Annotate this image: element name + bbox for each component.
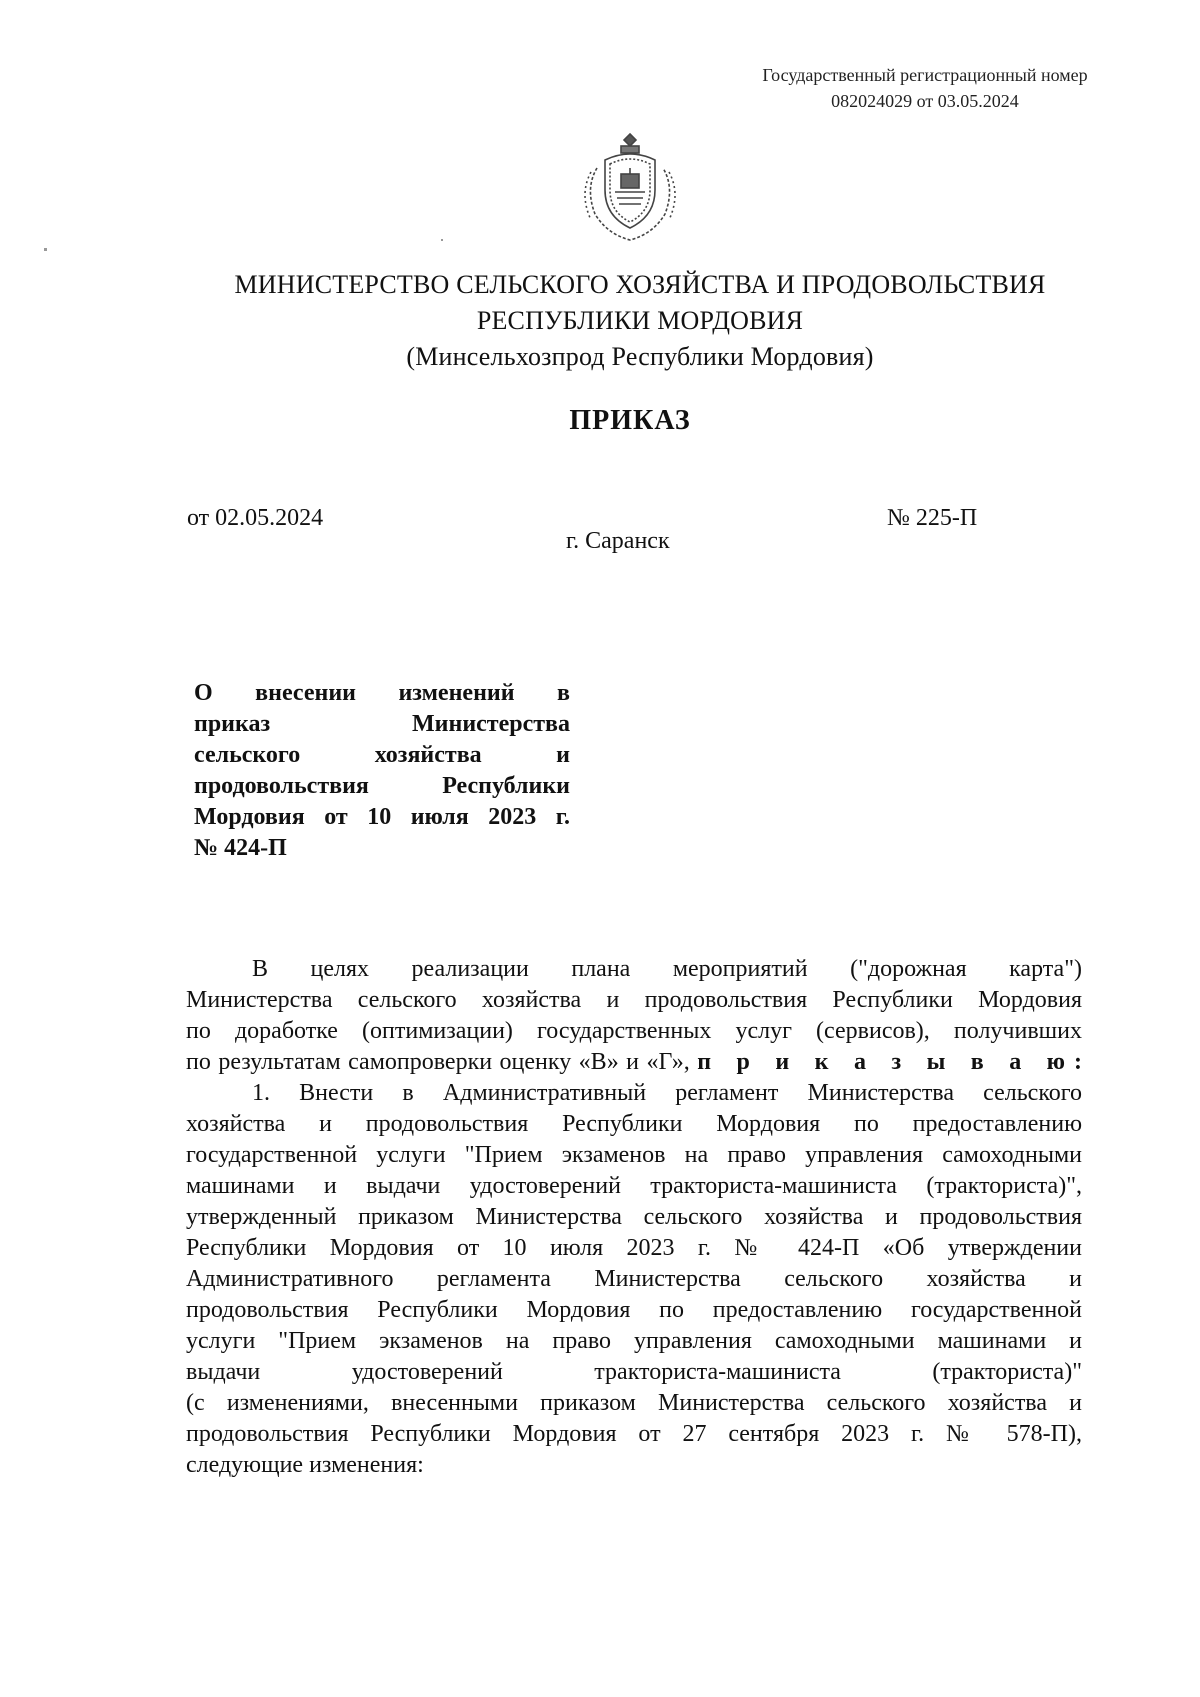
subject-line: продовольствия Республики bbox=[194, 773, 570, 799]
body-line: утвержденный приказом Министерства сельского хозяйства и продовольствия bbox=[186, 1204, 1082, 1230]
body-line: 1. Внести в Административный регламент Министерства сельского bbox=[252, 1080, 1082, 1106]
subject-line: сельского хозяйства и bbox=[194, 742, 570, 768]
body-line: продовольствия Республики Мордовия от 27 сентября 2023 г. № 578-П), bbox=[186, 1421, 1082, 1447]
decree-colon: : bbox=[1074, 1049, 1083, 1075]
decree-word: п р и к а з ы в а ю bbox=[697, 1049, 1075, 1075]
body-line: В целях реализации плана мероприятий ("дорожная карта") bbox=[252, 956, 1082, 982]
registration-number bbox=[700, 62, 1150, 114]
body-line: Административного регламента Министерства сельского хозяйства и bbox=[186, 1266, 1082, 1292]
order-city: г. Саранск bbox=[566, 528, 670, 554]
body-line: машинами и выдачи удостоверений тракториста-машиниста (тракториста)", bbox=[186, 1173, 1082, 1199]
ministry-short-name: (Минсельхозпрод Республики Мордовия) bbox=[406, 342, 874, 371]
coat-of-arms-icon bbox=[577, 128, 683, 246]
order-body bbox=[186, 954, 1082, 1481]
order-number: № 225-П bbox=[887, 505, 978, 531]
body-line-decree bbox=[186, 1047, 1082, 1078]
body-line: Республики Мордовия от 10 июля 2023 г. № 424-П «Об утверждении bbox=[186, 1235, 1082, 1261]
body-line: услуги "Прием экзаменов на право управления самоходными машинами и bbox=[186, 1328, 1082, 1354]
subject-line: № 424-П bbox=[194, 835, 287, 861]
order-date: от 02.05.2024 bbox=[187, 505, 324, 531]
body-line: Министерства сельского хозяйства и продовольствия Республики Мордовия bbox=[186, 987, 1082, 1013]
ministry-name-line-1: МИНИСТЕРСТВО СЕЛЬСКОГО ХОЗЯЙСТВА И ПРОДОВОЛЬСТВИЯ bbox=[234, 270, 1046, 299]
scan-speck bbox=[44, 248, 47, 251]
body-line: выдачи удостоверений тракториста-машиниста (тракториста)" bbox=[186, 1359, 1082, 1385]
ministry-name-line-2: РЕСПУБЛИКИ МОРДОВИЯ bbox=[476, 306, 804, 335]
scan-speck bbox=[441, 239, 443, 241]
body-line: продовольствия Республики Мордовия по предоставлению государственной bbox=[186, 1297, 1082, 1323]
subject-line: Мордовия от 10 июля 2023 г. bbox=[194, 804, 570, 830]
registration-line-2: 082024029 от 03.05.2024 bbox=[831, 91, 1019, 111]
body-line: по доработке (оптимизации) государственных услуг (сервисов), получивших bbox=[186, 1018, 1082, 1044]
body-line: хозяйства и продовольствия Республики Мордовия по предоставлению bbox=[186, 1111, 1082, 1137]
body-line: следующие изменения: bbox=[186, 1452, 424, 1478]
order-subject bbox=[194, 678, 570, 864]
subject-line: приказ Министерства bbox=[194, 711, 570, 737]
registration-line-1: Государственный регистрационный номер bbox=[762, 65, 1088, 85]
subject-line: О внесении изменений в bbox=[194, 680, 570, 706]
body-line-text: по результатам самопроверки оценку «В» и «Г», bbox=[186, 1049, 690, 1075]
document-title: ПРИКАЗ bbox=[569, 405, 691, 436]
ministry-header bbox=[120, 267, 1160, 375]
body-line: (с изменениями, внесенными приказом Министерства сельского хозяйства и bbox=[186, 1390, 1082, 1416]
body-line: государственной услуги "Прием экзаменов на право управления самоходными bbox=[186, 1142, 1082, 1168]
